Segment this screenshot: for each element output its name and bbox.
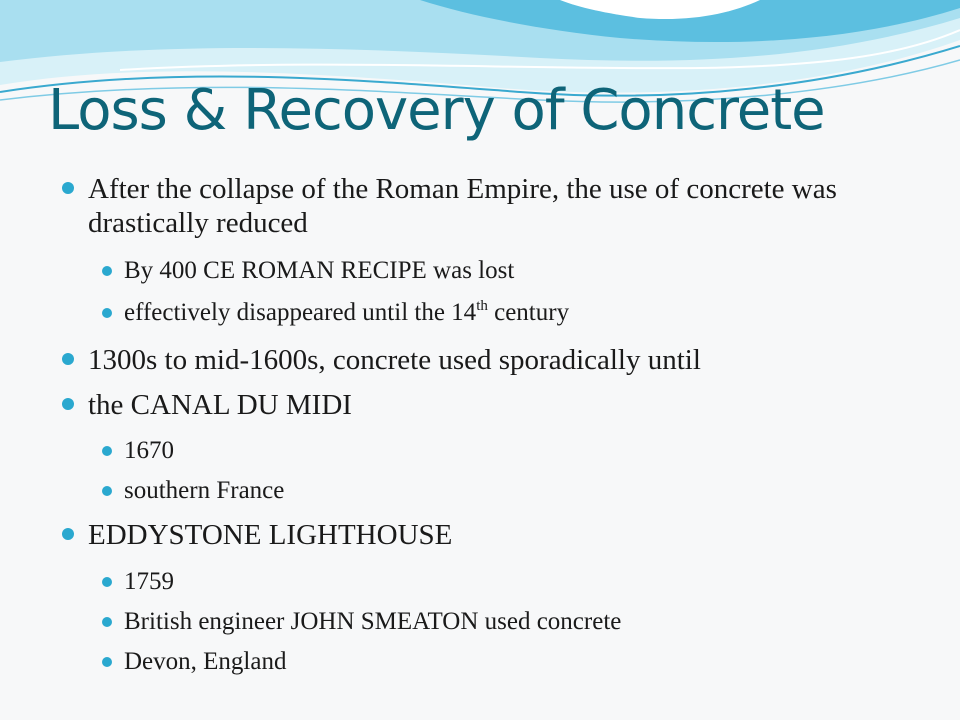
bullet-item: the CANAL DU MIDI	[88, 389, 352, 421]
bullet-marker	[62, 398, 74, 410]
bullet-marker	[62, 353, 74, 365]
bullet-marker	[102, 577, 112, 587]
bullet-item: EDDYSTONE LIGHTHOUSE	[88, 519, 453, 551]
sub-bullet-text-tail: century	[487, 299, 570, 326]
bullet-marker	[102, 617, 112, 627]
bullet-marker	[102, 486, 112, 496]
ordinal-superscript: th	[476, 298, 488, 314]
sub-bullet-item	[124, 298, 904, 328]
bullet-marker	[102, 657, 112, 667]
slide-title: Loss & Recovery of Concrete	[48, 78, 825, 143]
sub-bullet-text: effectively disappeared until the 14	[124, 299, 477, 326]
sub-bullet-item: 1670	[124, 437, 174, 464]
sub-bullet-item: southern France	[124, 477, 285, 504]
bullet-marker	[62, 182, 74, 194]
sub-bullet-item: 1759	[124, 568, 174, 595]
sub-bullet-item: By 400 CE ROMAN RECIPE was lost	[124, 257, 515, 284]
bullet-marker	[102, 308, 112, 318]
bullet-marker	[102, 446, 112, 456]
bullet-marker	[102, 266, 112, 276]
sub-bullet-item: British engineer JOHN SMEATON used concrete	[124, 608, 622, 635]
sub-bullet-item: Devon, England	[124, 648, 287, 675]
bullet-item: 1300s to mid-1600s, concrete used sporadically until	[88, 344, 701, 376]
bullet-marker	[62, 528, 74, 540]
bullet-item: After the collapse of the Roman Empire, the use of concrete was drastically reduced	[88, 173, 837, 239]
